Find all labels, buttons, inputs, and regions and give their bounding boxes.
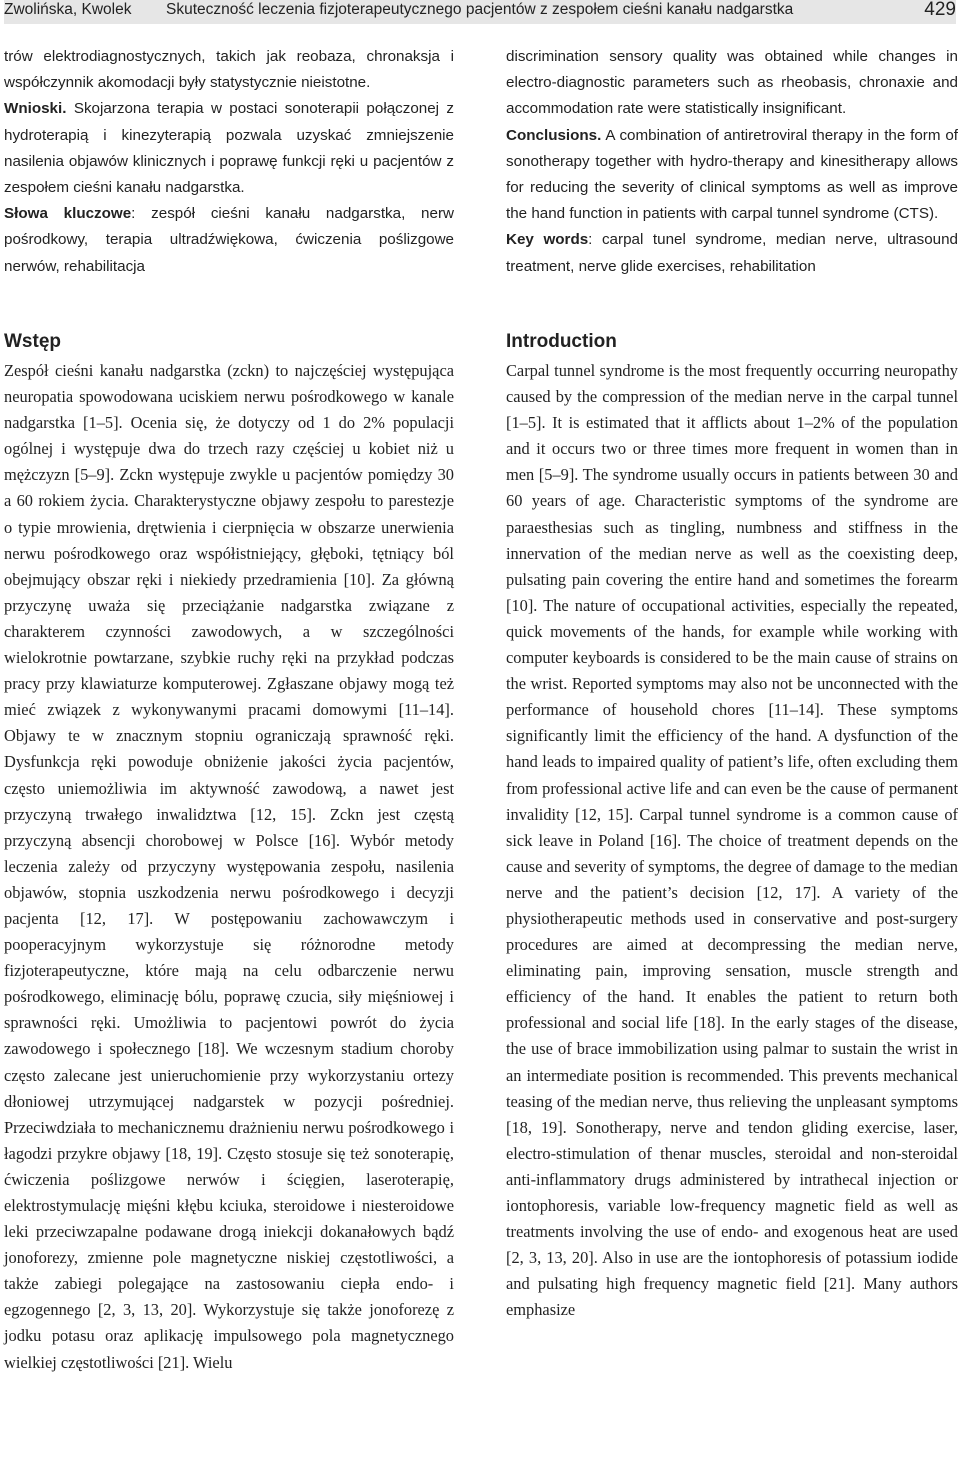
keywords-en [506, 227, 958, 279]
keywords-pl-text: : zespół cieśni kanału nadgarstka, nerw pośrodkowy, terapia ultradźwiękowa, ćwiczenia poślizgowe nerwów, rehabilitacja [4, 205, 454, 275]
header-authors: Zwolińska, Kwolek [4, 1, 132, 18]
keywords-en-label: Key words [506, 231, 589, 249]
conclusions-en [506, 123, 958, 228]
abstract-pl [4, 44, 454, 280]
conclusions-pl-label: Wnioski. [4, 100, 67, 118]
conclusions-pl [4, 96, 454, 201]
running-header [4, 0, 956, 24]
keywords-pl [4, 201, 454, 280]
conclusions-pl-text: Skojarzona terapia w postaci sonoterapii połączonej z hydroterapią i kinezyterapią pozwala uzyskać zmniejszenie nasilenia objawów klinicznych i poprawę funkcji ręki u pacjentów z zespołem cieśni kanału nadgarstka. [4, 100, 454, 197]
keywords-en-text: : carpal tunel syndrome, median nerve, ultrasound treatment, nerve glide exercises, rehabilitation [506, 231, 958, 275]
body-text-en: Carpal tunnel syndrome is the most frequently occurring neuropathy caused by the compression of the median nerve in the carpal tunnel [1–5]. It is estimated that it afflicts about 1–2% of the population and it occurs two or three times more frequent in women than in men [5–9]. The syndrome usually occurs in patients between 30 and 60 years of age. Characteristic symptoms of the syndrome are paraesthesias such as tingling, numbness and stiffness in the innervation of the median nerve as well as the coexisting deep, pulsating pain covering the entire hand and sometimes the forearm [10]. The nature of occupational activities, especially the repeated, quick movements of the hands, for example while working with computer keyboards is considered to be the main cause of strains on the wrist. Reported symptoms may also not be unconnected with the performance of household chores [11–14]. These symptoms significantly limit the efficiency of the hand. A dysfunction of the hand leads to impaired quality of patient’s life, often excluding them from professional active life and can even be the cause of permanent invalidity [12, 15]. Carpal tunnel syndrome is a common cause of sick leave in Poland [16]. The choice of treatment depends on the cause and severity of symptoms, the degree of damage to the median nerve and the patient’s decision [12, 17]. A variety of the physiotherapeutic methods used in conservative and post-surgery procedures are aimed at decompressing the median nerve, eliminating pain, improving sensation, muscle strength and efficiency of the hand. It enables the patient to return both professional and social life [18]. In the early stages of the disease, the use of brace immobilization using palmar to sustain the wrist in an intermediate position is recommended. This prevents mechanical teasing of the median nerve, thus relieving the unpleasant symptoms [18, 19]. Sonotherapy, nerve and tendon gliding exercise, laser, electro-stimulation of thenar muscles, steroidal and non-steroidal anti-inflammatory drugs administered by intrathecal injection or iontophoresis, variable low-frequency magnetic field as well as treatments involving the use of endo- and exogenous heat are used [2, 3, 13, 20]. Also in use are the iontophoresis of potassium iodide and pulsating high frequency magnetic field [21]. Many authors emphasize [506, 361, 958, 1320]
section-title-pl: Wstęp [4, 331, 61, 352]
body-pl-column [4, 358, 454, 1376]
page-number: 429 [924, 0, 956, 20]
keywords-pl-label: Słowa kluczowe [4, 205, 132, 223]
conclusions-en-label: Conclusions. [506, 126, 602, 144]
section-introduction [506, 330, 958, 354]
body-en-column [506, 358, 958, 1323]
section-wstep [4, 330, 454, 354]
abstract-en [506, 44, 958, 280]
body-text-pl: Zespół cieśni kanału nadgarstka (zckn) to najczęściej występująca neuropatia spowodowana uciskiem nerwu pośrodkowego w kanale nadgarstka [1–5]. Ocenia się, że dotyczy od 1 do 2% populacji ogólnej i występuje dwa do trzech razy częściej u kobiet niż u mężczyzn [5–9]. Zckn występuje zwykle u pacjentów pomiędzy 30 a 60 rokiem życia. Charakterystyczne objawy zespołu to parestezje o typie mrowienia, drętwienia i cierpnięcia w obszarze unerwienia nerwu pośrodkowego oraz współistniejący, głęboki, tętniący ból obejmujący obszar ręki i niekiedy przedramienia [10]. Za główną przyczynę uważa się przeciążanie nadgarstka związane z charakterem czynności zawodowych, a w szczególności wielokrotnie powtarzane, szybkie ruchy ręki na przykład podczas pracy przy klawiaturze komputerowej. Zgłaszane objawy mogą też mieć związek z wykonywanymi pracami domowymi [11–14]. Objawy te w znacznym stopniu ograniczają sprawność ręki. Dysfunkcja ręki powoduje obniżenie jakości życia pacjentów, często uniemożliwia im aktywność zawodową, a nawet jest przyczyną trwałego inwalidztwa [12, 15]. Zckn jest częstą przyczyną absencji chorobowej w Polsce [16]. Wybór metody leczenia zależy od przyczyny występowania zespołu, nasilenia objawów, stopnia uszkodzenia nerwu pośrodkowego i decyzji pacjenta [12, 17]. W postępowaniu zachowawczym i pooperacyjnym wykorzystuje się różnorodne metody fizjoterapeutyczne, które mają na celu odbarczenie nerwu pośrodkowego, eliminację bólu, poprawę czucia, siły mięśniowej i sprawności ręki. Umożliwia to pacjentowi powrót do życia zawodowego i społecznego [18]. We wczesnym stadium choroby często zalecane jest unieruchomienie przy wykorzystaniu ortezy dłoniowej utrzymującej nadgarstek w pozycji pośredniej. Przeciwdziała to mechanicznemu drażnieniu nerwu pośrodkowego i łagodzi przykre objawy [18, 19]. Często stosuje się też sonoterapię, ćwiczenia poślizgowe nerwów i ścięgien, laseroterapię, elektrostymulację mięśni kłębu kciuka, steroidowe i niesteroidowe leki przeciwzapalne podawane drogą iniekcji dokanałowych bądź jonoforezy, zmienne pole magnetyczne niskiej częstotliwości, a także zabiegi polegające na zastosowaniu ciepła endo- i egzogennego [2, 3, 13, 20]. Wykorzystuje się także jonoforezę z jodku potasu oraz aplikację impulsowego pola magnetycznego wielkiej częstotliwości [21]. Wielu [4, 361, 454, 1372]
abstract-en-continuation: discrimination sensory quality was obtained while changes in electro-diagnostic parameters such as rheobasis, chronaxie and accommodation rate were statistically insignificant. [506, 48, 958, 118]
header-running-title: Skuteczność leczenia fizjoterapeutycznego pacjentów z zespołem cieśni kanału nadgarstka [166, 1, 794, 18]
section-title-en: Introduction [506, 331, 617, 352]
conclusions-en-text: A combination of antiretroviral therapy in the form of sonotherapy together with hydro-therapy and kinesitherapy allows for reducing the severity of clinical symptoms as well as improve the hand function in patients with carpal tunnel syndrome (CTS). [506, 126, 958, 223]
abstract-pl-continuation: trów elektrodiagnostycznych, takich jak reobaza, chronaksja i współczynnik akomodacji były statystycznie nieistotne. [4, 48, 454, 92]
